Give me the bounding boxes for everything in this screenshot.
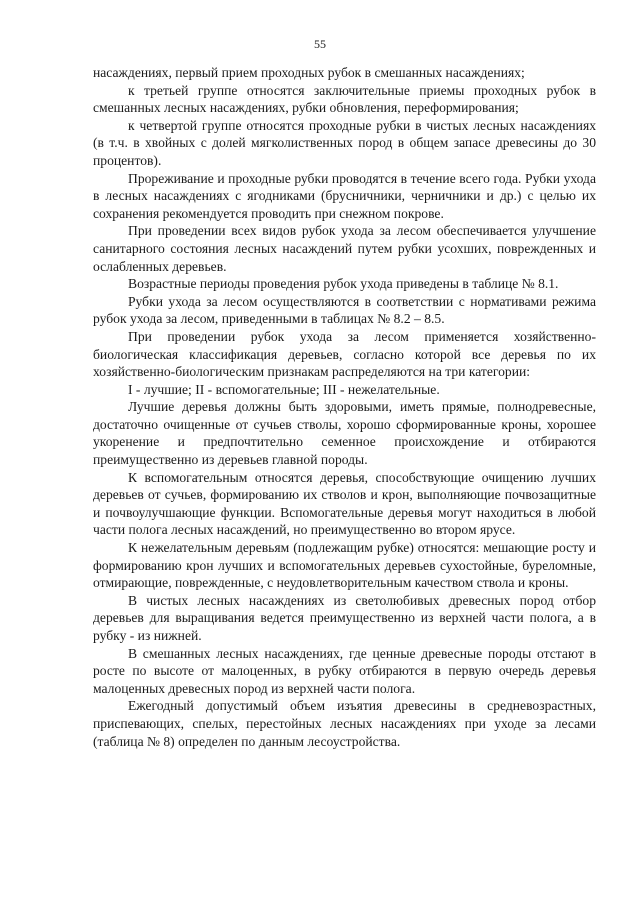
body-text	[93, 64, 596, 750]
page-number: 55	[314, 37, 326, 51]
paragraph: насаждениях, первый прием проходных рубок в смешанных насаждениях;	[93, 65, 525, 80]
paragraph: Рубки ухода за лесом осуществляются в соответствии с нормативами режима рубок ухода за лесом, приведенными в таблицах № 8.2 – 8.5.	[93, 293, 596, 327]
paragraph: Лучшие деревья должны быть здоровыми, иметь прямые, полнодревесные, достаточно очищенные от сучьев стволы, хорошо сформированные кроны, хорошее укоренение и предпочтительно семенное происхождение и отбираются преимущественно из деревьев главной породы.	[93, 399, 596, 468]
paragraph: к третьей группе относятся заключительные приемы проходных рубок в смешанных лесных насаждениях, рубки обновления, переформирования;	[93, 82, 596, 116]
paragraph: К нежелательным деревьям (подлежащим рубке) относятся: мешающие росту и формированию крон лучших и вспомогательных деревьев сухостойные, буреломные, отмирающие, поврежденные, с неудовлетворительным качеством ствола и кроны.	[93, 540, 596, 591]
paragraph: В смешанных лесных насаждениях, где ценные древесные породы отстают в росте по высоте от малоценных, в рубку отбираются в первую очередь деревья малоценных древесных пород из верхней части полога.	[93, 645, 596, 696]
paragraph: Ежегодный допустимый объем изъятия древесины в средневозрастных, приспевающих, спелых, перестойных лесных насаждениях при уходе за лесами (таблица № 8) определен по данным лесоустройства.	[93, 698, 596, 749]
paragraph: I - лучшие; II - вспомогательные; III - нежелательные.	[128, 381, 440, 397]
paragraph: Возрастные периоды проведения рубок ухода приведены в таблице № 8.1.	[128, 276, 559, 292]
paragraph: При проведении всех видов рубок ухода за лесом обеспечивается улучшение санитарного состояния лесных насаждений путем рубки усохших, поврежденных и ослабленных деревьев.	[93, 223, 596, 274]
paragraph: При проведении рубок ухода за лесом применяется хозяйственно-биологическая классификация деревьев, согласно которой все деревья по их хозяйственно-биологическим признакам распределяются на три категории:	[93, 328, 596, 380]
paragraph: К вспомогательным относятся деревья, способствующие очищению лучших деревьев от сучьев, формированию их стволов и крон, выполняющие почвозащитные и почвоулучшающие функции. Вспомогательные деревья могут находиться в любой части полога лесных насаждений, но преимущественно во втором ярусе.	[93, 469, 596, 538]
paragraph: Прореживание и проходные рубки проводятся в течение всего года. Рубки ухода в лесных насаждениях с ягодниками (брусничники, черничники и др.) с целью их сохранения рекомендуется проводить при снежном покрове.	[93, 170, 596, 221]
paragraph: к четвертой группе относятся проходные рубки в чистых лесных насаждениях (в т.ч. в хвойных с долей мягколиственных пород в общем запасе древесины до 30 процентов).	[93, 117, 596, 168]
paragraph: В чистых лесных насаждениях из светолюбивых древесных пород отбор деревьев для выращивания ведется преимущественно из верхней части полога, а в рубку - из нижней.	[93, 592, 596, 643]
